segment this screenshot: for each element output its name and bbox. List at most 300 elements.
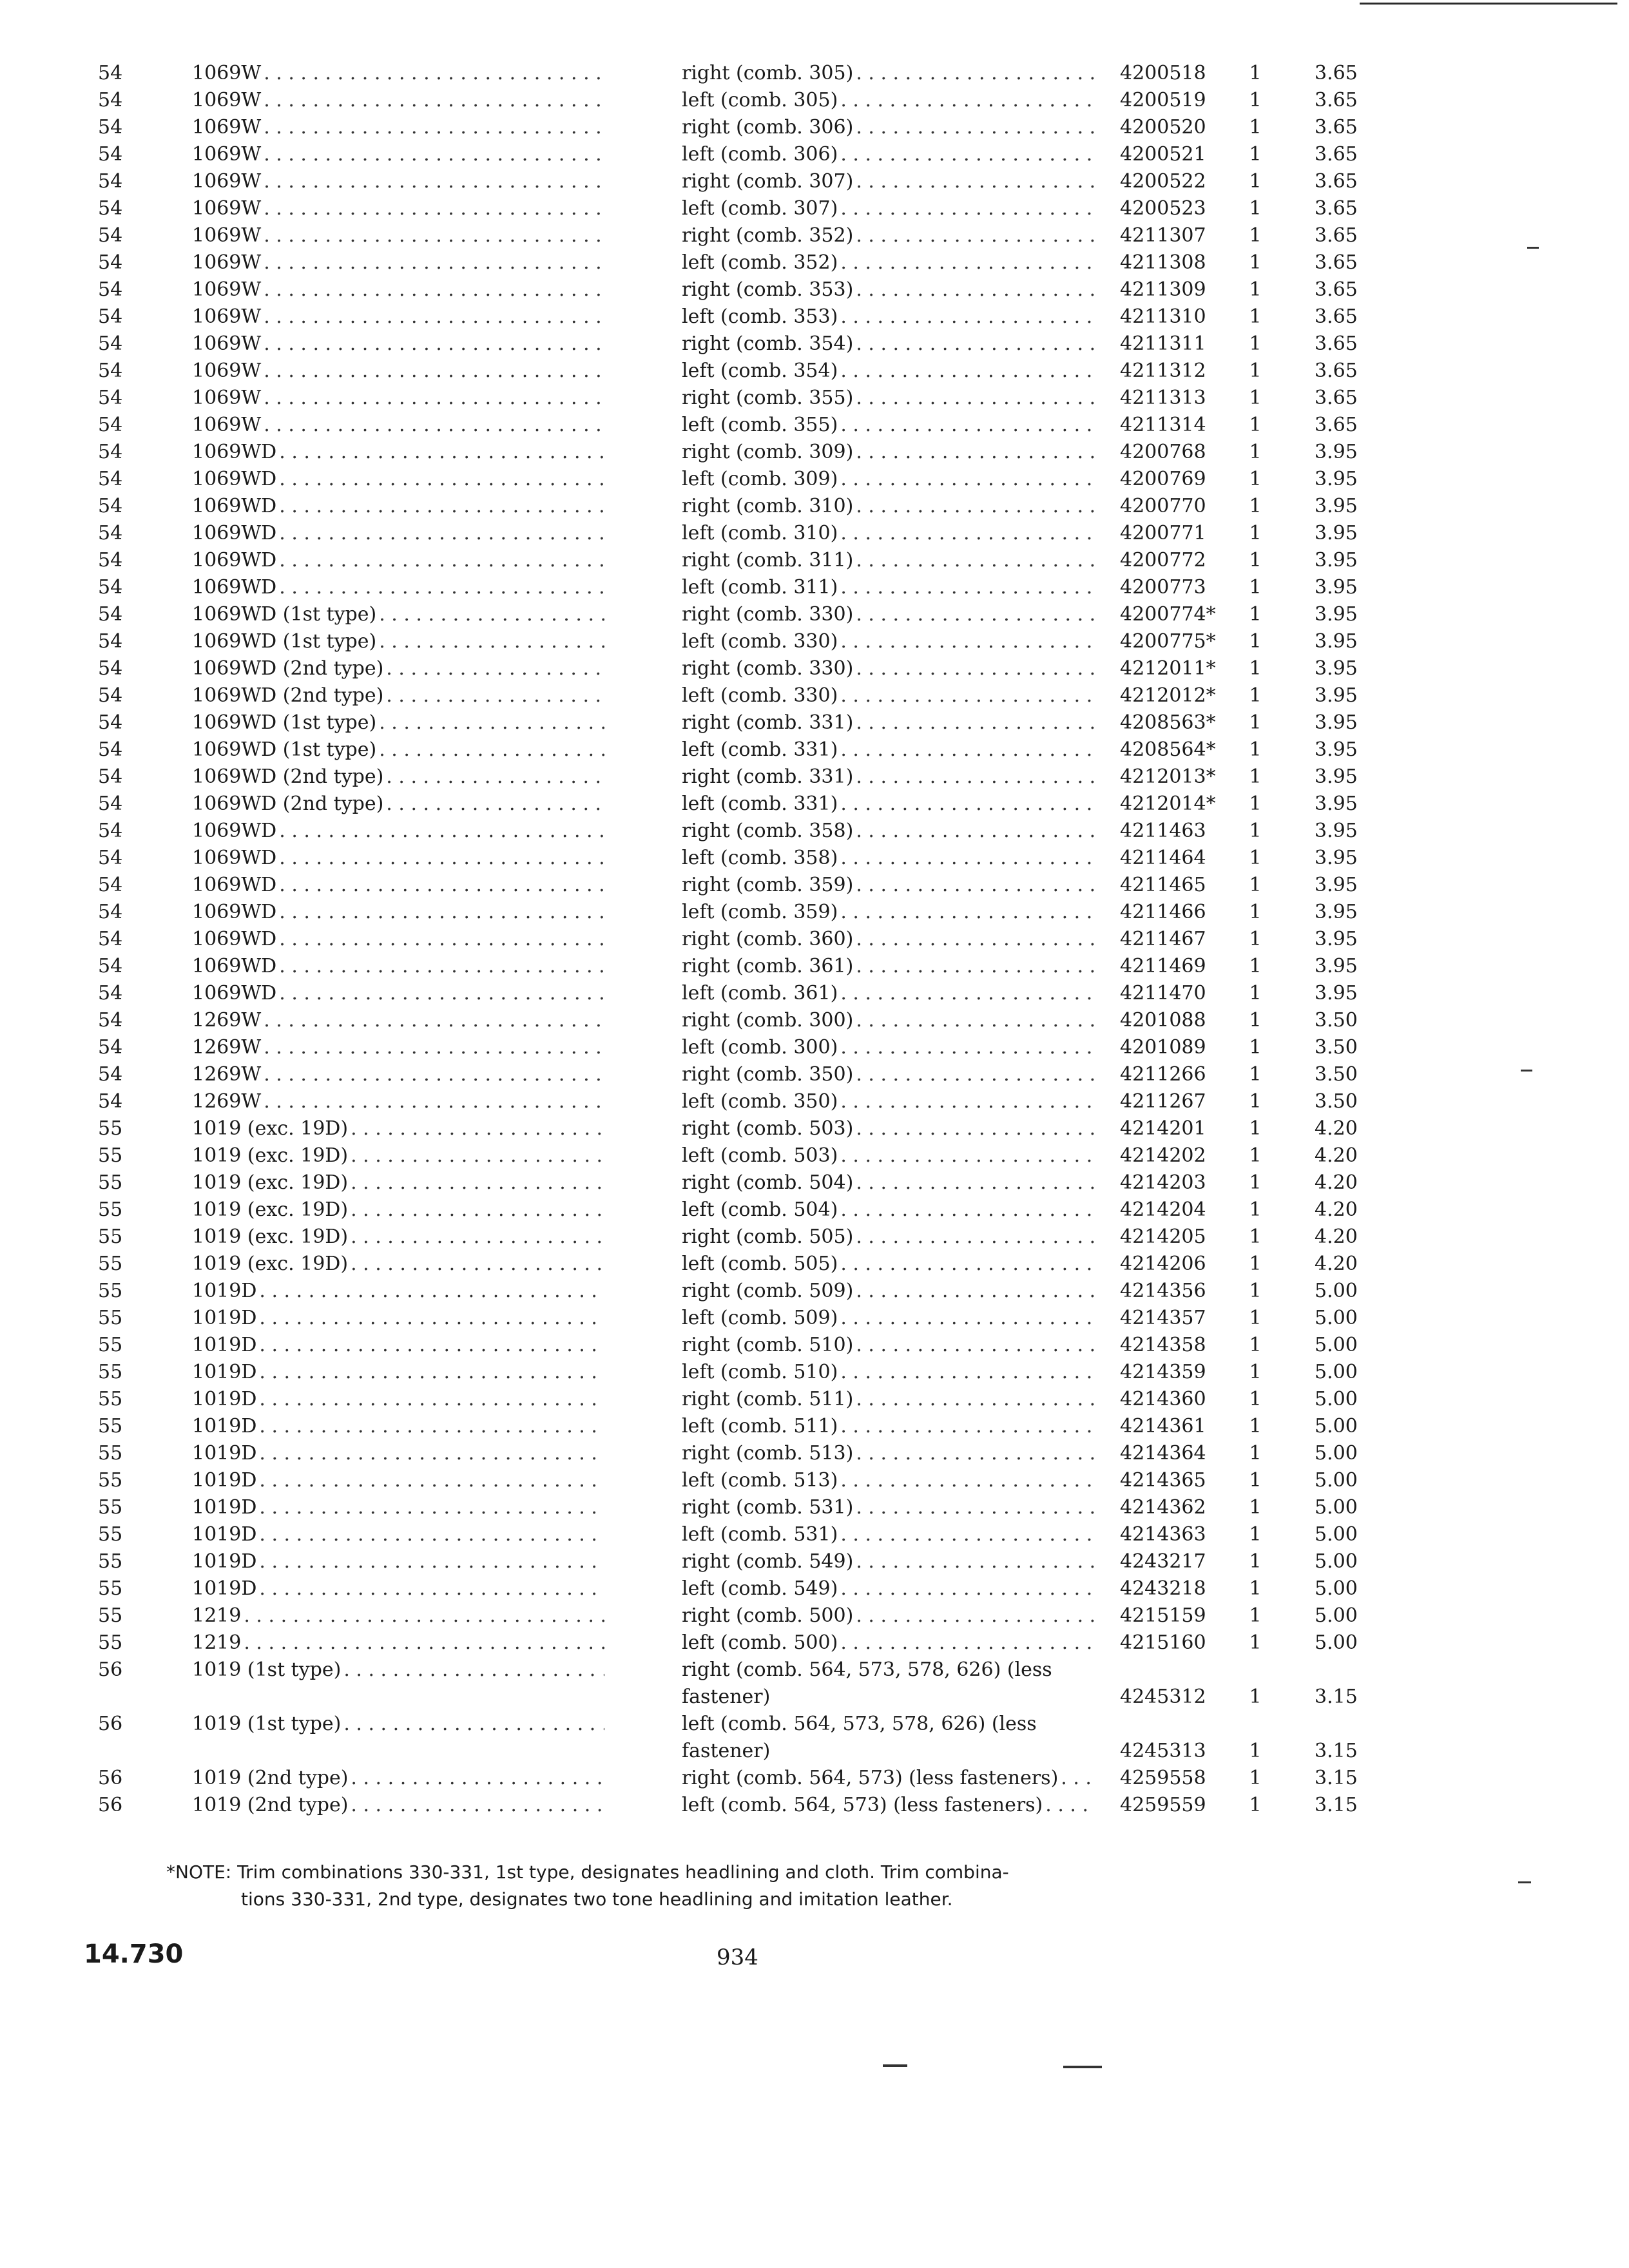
model-number (192, 1765, 604, 1792)
description (682, 249, 1094, 276)
part-number: 4214202 (1120, 1144, 1206, 1167)
dot-leader (379, 736, 604, 764)
dot-leader (856, 709, 1094, 736)
model-number-text: 1069W (192, 414, 262, 436)
model-number (192, 168, 604, 195)
parts-row (0, 1305, 1629, 1332)
part-number: 4214364 (1120, 1442, 1206, 1465)
model-year: 55 (98, 1577, 123, 1600)
dot-leader (840, 87, 1094, 114)
description-text: left (comb. 358) (682, 847, 838, 869)
dot-leader (840, 249, 1094, 276)
dot-leader (279, 520, 604, 547)
quantity: 1 (1249, 1523, 1262, 1546)
dot-leader (856, 222, 1094, 249)
part-number: 4211314 (1120, 414, 1206, 436)
parts-row (0, 574, 1629, 601)
price: 3.95 (1315, 549, 1358, 572)
dot-leader (840, 520, 1094, 547)
dot-leader (856, 493, 1094, 520)
model-year: 54 (98, 738, 123, 761)
parts-row (0, 1278, 1629, 1305)
description (682, 953, 1094, 980)
quantity: 1 (1249, 251, 1262, 274)
quantity: 1 (1249, 1686, 1262, 1708)
parts-row (0, 1575, 1629, 1602)
dot-leader (856, 1224, 1094, 1251)
model-number-text: 1019 (exc. 19D) (192, 1225, 349, 1248)
dot-leader (351, 1169, 604, 1196)
dot-leader (264, 1061, 604, 1088)
dot-leader (840, 1521, 1094, 1548)
model-number (192, 1467, 604, 1494)
quantity: 1 (1249, 1144, 1262, 1167)
parts-row (0, 195, 1629, 222)
model-number-text: 1069W (192, 360, 262, 382)
quantity: 1 (1249, 901, 1262, 923)
quantity: 1 (1249, 1469, 1262, 1492)
model-number (192, 1494, 604, 1521)
dot-leader (279, 953, 604, 980)
price: 3.15 (1315, 1767, 1358, 1789)
part-number: 4243218 (1120, 1577, 1206, 1600)
model-number (192, 1413, 604, 1440)
price: 3.65 (1315, 360, 1358, 382)
part-number: 4214365 (1120, 1469, 1206, 1492)
description-text: right (comb. 505) (682, 1225, 854, 1248)
quantity: 1 (1249, 1090, 1262, 1113)
quantity: 1 (1249, 657, 1262, 680)
model-year: 54 (98, 630, 123, 653)
price: 5.00 (1315, 1334, 1358, 1356)
dot-leader (840, 980, 1094, 1007)
description-text: right (comb. 354) (682, 332, 854, 355)
model-number-text: 1019 (exc. 19D) (192, 1117, 349, 1140)
quantity: 1 (1249, 1767, 1262, 1789)
part-number: 4214356 (1120, 1280, 1206, 1302)
parts-row (0, 1413, 1629, 1440)
model-number-text: 1019 (exc. 19D) (192, 1253, 349, 1275)
dot-leader (279, 466, 604, 493)
parts-row (0, 412, 1629, 439)
model-number (192, 439, 604, 466)
quantity: 1 (1249, 928, 1262, 950)
dot-leader (259, 1278, 604, 1305)
description (682, 87, 1094, 114)
description (682, 60, 1094, 87)
parts-row (0, 872, 1629, 899)
parts-row (0, 331, 1629, 358)
scan-mark (883, 2064, 907, 2067)
parts-row (0, 1061, 1629, 1088)
dot-leader (259, 1413, 604, 1440)
description-text: left (comb. 509) (682, 1307, 838, 1329)
dot-leader (840, 1196, 1094, 1224)
description-text: left (comb. 504) (682, 1198, 838, 1221)
model-year: 54 (98, 820, 123, 842)
dot-leader (840, 1359, 1094, 1386)
price: 3.95 (1315, 982, 1358, 1004)
model-year: 55 (98, 1631, 123, 1654)
price: 3.50 (1315, 1036, 1358, 1059)
quantity: 1 (1249, 1550, 1262, 1573)
model-number (192, 412, 604, 439)
dot-leader (856, 1278, 1094, 1305)
model-number (192, 1278, 604, 1305)
price: 3.50 (1315, 1009, 1358, 1032)
dot-leader (264, 168, 604, 195)
model-year: 54 (98, 360, 123, 382)
dot-leader (264, 87, 604, 114)
description (682, 926, 1094, 953)
model-number-text: 1069WD (1st type) (192, 738, 377, 761)
model-number (192, 547, 604, 574)
dot-leader (264, 1088, 604, 1115)
description (682, 1088, 1094, 1115)
model-year: 54 (98, 955, 123, 977)
description-text: right (comb. 352) (682, 224, 854, 247)
description-text: right (comb. 331) (682, 711, 854, 734)
dot-leader (840, 1034, 1094, 1061)
part-number: 4211463 (1120, 820, 1206, 842)
model-number (192, 872, 604, 899)
model-year: 54 (98, 711, 123, 734)
price: 3.95 (1315, 657, 1358, 680)
price: 3.95 (1315, 901, 1358, 923)
price: 3.95 (1315, 441, 1358, 463)
model-number (192, 331, 604, 358)
parts-row (0, 1765, 1629, 1792)
model-year: 55 (98, 1144, 123, 1167)
model-number-text: 1069WD (192, 522, 277, 544)
description-text: left (comb. 350) (682, 1090, 838, 1113)
dot-leader (343, 1711, 604, 1738)
parts-row (0, 466, 1629, 493)
price: 4.20 (1315, 1117, 1358, 1140)
description-text: right (comb. 361) (682, 955, 854, 977)
model-number (192, 1657, 604, 1684)
part-number: 4215159 (1120, 1604, 1206, 1627)
dot-leader (279, 574, 604, 601)
model-year: 54 (98, 1063, 123, 1086)
price: 3.95 (1315, 522, 1358, 544)
model-number (192, 574, 604, 601)
description (682, 358, 1094, 385)
model-number (192, 736, 604, 764)
dot-leader (856, 1332, 1094, 1359)
quantity: 1 (1249, 305, 1262, 328)
parts-row (0, 520, 1629, 547)
model-number-text: 1069WD (2nd type) (192, 657, 384, 680)
description-text: right (comb. 306) (682, 116, 854, 139)
quantity: 1 (1249, 738, 1262, 761)
model-number (192, 1602, 604, 1629)
parts-row (0, 493, 1629, 520)
part-number: 4211467 (1120, 928, 1206, 950)
model-number-text: 1019 (exc. 19D) (192, 1171, 349, 1194)
part-number: 4211310 (1120, 305, 1206, 328)
part-number: 4200774* (1120, 603, 1216, 626)
model-number (192, 1088, 604, 1115)
price: 3.65 (1315, 116, 1358, 139)
dot-leader (259, 1332, 604, 1359)
parts-row (0, 709, 1629, 736)
model-number (192, 141, 604, 168)
model-number-text: 1069W (192, 332, 262, 355)
description: right (comb. 564, 573, 578, 626) (less fastener) (682, 1658, 1052, 1708)
model-number-text: 1069WD (2nd type) (192, 684, 384, 707)
description (682, 818, 1094, 845)
model-year: 54 (98, 495, 123, 517)
model-number-text: 1019D (192, 1577, 257, 1600)
dot-leader (264, 60, 604, 87)
model-year: 54 (98, 116, 123, 139)
dot-leader (386, 655, 604, 682)
part-number: 4211466 (1120, 901, 1206, 923)
description-text: left (comb. 306) (682, 143, 838, 166)
model-number-text: 1019 (1st type) (192, 1713, 342, 1735)
part-number: 4212012* (1120, 684, 1216, 707)
description-text: left (comb. 505) (682, 1253, 838, 1275)
price: 3.65 (1315, 197, 1358, 220)
dot-leader (379, 628, 604, 655)
margin-mark (1527, 247, 1539, 249)
part-number: 4259558 (1120, 1767, 1206, 1789)
dot-leader (856, 331, 1094, 358)
description-text: left (comb. 354) (682, 360, 838, 382)
part-number: 4211267 (1120, 1090, 1206, 1113)
description (682, 1440, 1094, 1467)
parts-row (0, 926, 1629, 953)
description-text: left (comb. 300) (682, 1036, 838, 1059)
description-text: right (comb. 310) (682, 495, 854, 517)
parts-row (0, 1169, 1629, 1196)
quantity: 1 (1249, 1280, 1262, 1302)
part-number: 4201088 (1120, 1009, 1206, 1032)
part-number: 4215160 (1120, 1631, 1206, 1654)
part-number: 4211308 (1120, 251, 1206, 274)
model-year: 54 (98, 143, 123, 166)
model-year: 54 (98, 765, 123, 788)
price: 5.00 (1315, 1442, 1358, 1465)
model-year: 54 (98, 278, 123, 301)
part-number: 4200772 (1120, 549, 1206, 572)
quantity: 1 (1249, 1171, 1262, 1194)
part-number: 4214201 (1120, 1117, 1206, 1140)
parts-row (0, 682, 1629, 709)
price: 4.20 (1315, 1198, 1358, 1221)
description-text: right (comb. 513) (682, 1442, 854, 1465)
parts-row (0, 601, 1629, 628)
dot-leader (279, 845, 604, 872)
parts-row (0, 1088, 1629, 1115)
description-text: right (comb. 510) (682, 1334, 854, 1356)
price: 4.20 (1315, 1253, 1358, 1275)
model-year: 54 (98, 657, 123, 680)
model-number-text: 1069WD (192, 820, 277, 842)
model-number-text: 1019 (2nd type) (192, 1767, 349, 1789)
quantity: 1 (1249, 414, 1262, 436)
quantity: 1 (1249, 982, 1262, 1004)
parts-row (0, 1440, 1629, 1467)
model-year: 55 (98, 1225, 123, 1248)
model-year: 54 (98, 1090, 123, 1113)
parts-row (0, 655, 1629, 682)
parts-row (0, 845, 1629, 872)
model-number-text: 1019D (192, 1307, 257, 1329)
quantity: 1 (1249, 603, 1262, 626)
part-number: 4214203 (1120, 1171, 1206, 1194)
dot-leader (856, 1061, 1094, 1088)
price: 3.95 (1315, 793, 1358, 815)
model-number-text: 1069WD (1st type) (192, 603, 377, 626)
parts-list (0, 60, 1629, 1819)
dot-leader (351, 1251, 604, 1278)
parts-row (0, 222, 1629, 249)
model-number (192, 682, 604, 709)
price: 4.20 (1315, 1225, 1358, 1248)
parts-row (0, 899, 1629, 926)
price: 3.95 (1315, 711, 1358, 734)
model-year: 55 (98, 1280, 123, 1302)
quantity: 1 (1249, 549, 1262, 572)
part-number: 4200769 (1120, 468, 1206, 490)
model-number (192, 1305, 604, 1332)
model-year: 54 (98, 603, 123, 626)
dot-leader (259, 1521, 604, 1548)
price: 5.00 (1315, 1496, 1358, 1519)
dot-leader (264, 141, 604, 168)
dot-leader (259, 1440, 604, 1467)
description-text: left (comb. 531) (682, 1523, 838, 1546)
dot-leader (351, 1196, 604, 1224)
description-text: left (comb. 310) (682, 522, 838, 544)
model-number (192, 276, 604, 303)
description (682, 493, 1094, 520)
footnote-line-2: tions 330-331, 2nd type, designates two tone headlining and imitation leather. (241, 1888, 953, 1910)
price: 3.95 (1315, 630, 1358, 653)
model-number-text: 1069WD (192, 576, 277, 599)
part-number: 4200523 (1120, 197, 1206, 220)
description (682, 276, 1094, 303)
description-text: left (comb. 500) (682, 1631, 838, 1654)
parts-row (0, 1142, 1629, 1169)
quantity: 1 (1249, 1225, 1262, 1248)
quantity: 1 (1249, 441, 1262, 463)
model-number-text: 1019 (2nd type) (192, 1794, 349, 1816)
description-text: left (comb. 513) (682, 1469, 838, 1492)
description-text: left (comb. 309) (682, 468, 838, 490)
parts-row (0, 1711, 1629, 1765)
parts-row (0, 1251, 1629, 1278)
price: 5.00 (1315, 1388, 1358, 1410)
price: 5.00 (1315, 1577, 1358, 1600)
model-year: 54 (98, 1036, 123, 1059)
description (682, 872, 1094, 899)
quantity: 1 (1249, 874, 1262, 896)
parts-row (0, 1548, 1629, 1575)
description-text: left (comb. 503) (682, 1144, 838, 1167)
description (682, 1548, 1094, 1575)
model-number (192, 1007, 604, 1034)
model-year: 54 (98, 522, 123, 544)
model-number-text: 1269W (192, 1090, 262, 1113)
dot-leader (856, 60, 1094, 87)
model-year: 54 (98, 549, 123, 572)
part-number: 4214205 (1120, 1225, 1206, 1248)
description-text: right (comb. 353) (682, 278, 854, 301)
description (682, 736, 1094, 764)
description-text: right (comb. 549) (682, 1550, 854, 1573)
price: 3.65 (1315, 170, 1358, 193)
model-number (192, 791, 604, 818)
description-text: left (comb. 311) (682, 576, 838, 599)
dot-leader (244, 1602, 604, 1629)
price: 3.65 (1315, 224, 1358, 247)
dot-leader (259, 1386, 604, 1413)
part-number: 4214362 (1120, 1496, 1206, 1519)
footnote-line-1: *NOTE: Trim combinations 330-331, 1st type, designates headlining and cloth. Trim combina- (166, 1861, 1009, 1883)
dot-leader (856, 114, 1094, 141)
dot-leader (259, 1359, 604, 1386)
model-number (192, 60, 604, 87)
dot-leader (264, 222, 604, 249)
quantity: 1 (1249, 1361, 1262, 1383)
quantity: 1 (1249, 684, 1262, 707)
price: 3.65 (1315, 387, 1358, 409)
model-number (192, 1142, 604, 1169)
dot-leader (279, 872, 604, 899)
parts-row (0, 953, 1629, 980)
price: 5.00 (1315, 1415, 1358, 1437)
description (682, 466, 1094, 493)
model-number-text: 1069WD (192, 901, 277, 923)
dot-leader (264, 412, 604, 439)
part-number: 4214206 (1120, 1253, 1206, 1275)
description-text: left (comb. 330) (682, 684, 838, 707)
parts-row (0, 1386, 1629, 1413)
model-number (192, 764, 604, 791)
quantity: 1 (1249, 360, 1262, 382)
model-number (192, 358, 604, 385)
description-text: right (comb. 330) (682, 657, 854, 680)
quantity: 1 (1249, 224, 1262, 247)
model-number-text: 1019D (192, 1334, 257, 1356)
model-year: 54 (98, 332, 123, 355)
description (682, 980, 1094, 1007)
quantity: 1 (1249, 522, 1262, 544)
dot-leader (264, 358, 604, 385)
quantity: 1 (1249, 1334, 1262, 1356)
price: 3.95 (1315, 820, 1358, 842)
quantity: 1 (1249, 1253, 1262, 1275)
model-year: 54 (98, 62, 123, 84)
part-number: 4200771 (1120, 522, 1206, 544)
price: 3.95 (1315, 684, 1358, 707)
description (682, 303, 1094, 331)
dot-leader (840, 1413, 1094, 1440)
model-number-text: 1069W (192, 62, 262, 84)
dot-leader (856, 764, 1094, 791)
quantity: 1 (1249, 630, 1262, 653)
dot-leader (840, 1575, 1094, 1602)
price: 3.65 (1315, 143, 1358, 166)
parts-row (0, 87, 1629, 114)
model-year: 54 (98, 793, 123, 815)
part-number: 4214358 (1120, 1334, 1206, 1356)
part-number: 4214204 (1120, 1198, 1206, 1221)
parts-row (0, 1224, 1629, 1251)
